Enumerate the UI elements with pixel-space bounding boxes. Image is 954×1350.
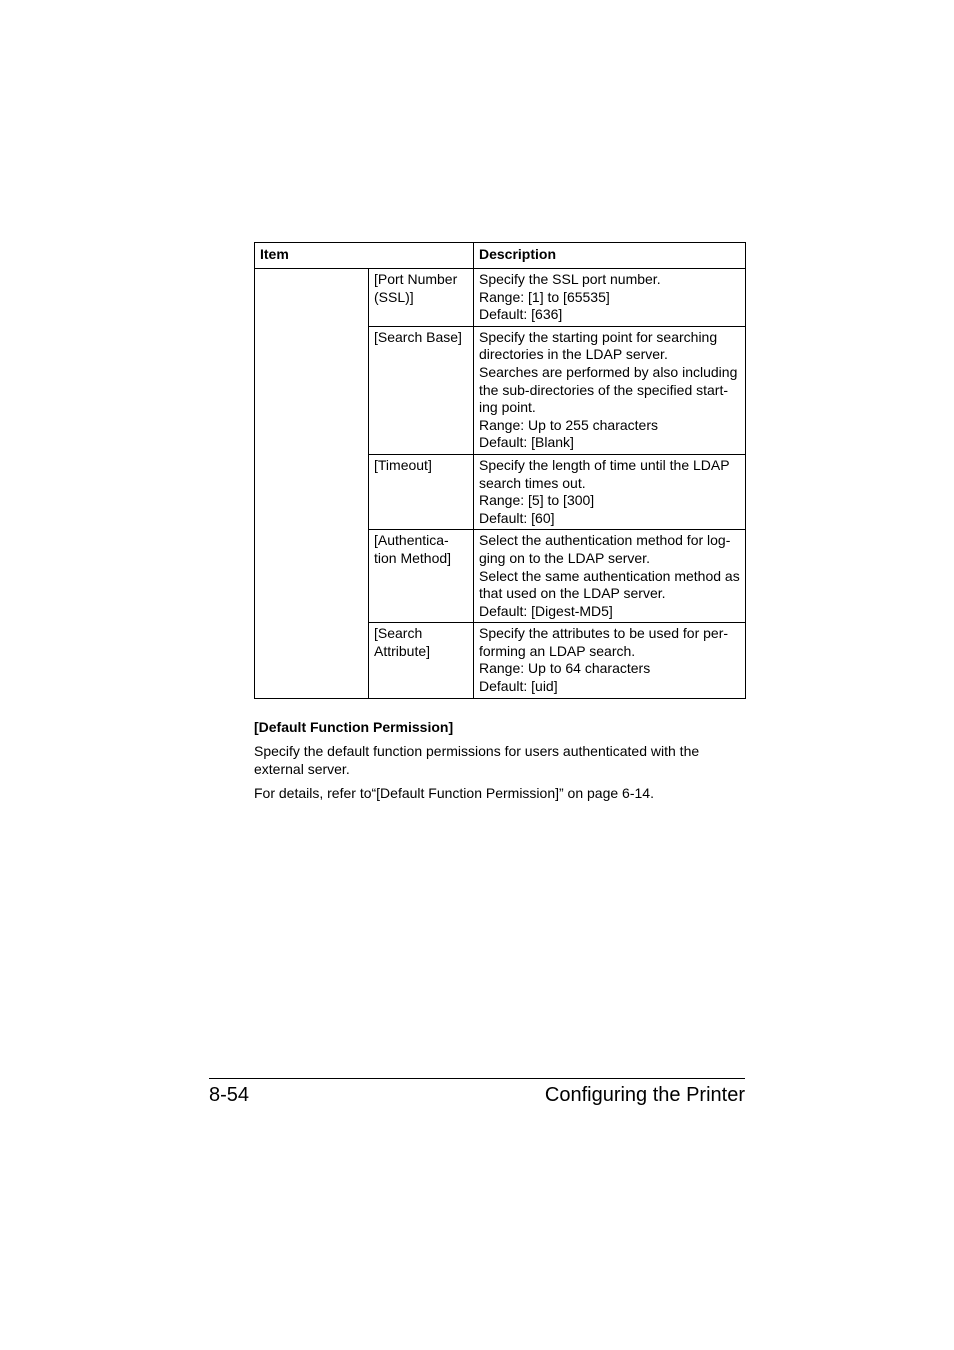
settings-table <box>254 242 746 699</box>
group-cell <box>255 269 369 699</box>
item-cell: [Search Base] <box>369 326 474 454</box>
chapter-title: Configuring the Printer <box>544 1084 745 1106</box>
header-description: Description <box>474 243 746 269</box>
description-cell: Specify the length of time until the LDAP search times out. Range: [5] to [300] Default: [60] <box>474 454 746 529</box>
default-function-permission-section <box>254 718 746 808</box>
table-header-row <box>255 243 746 269</box>
table-row <box>255 269 746 327</box>
description-cell: Select the authentication method for log-ging on to the LDAP server. Select the same authentication method as that used on the LDAP server. Default: [Digest-MD5] <box>474 530 746 623</box>
description-cell: Specify the SSL port number. Range: [1] to [65535] Default: [636] <box>474 269 746 327</box>
item-cell: [Search Attribute] <box>369 623 474 698</box>
page-footer <box>209 1078 745 1111</box>
section-heading: [Default Function Permission] <box>254 719 454 735</box>
cross-reference-paragraph: For details, refer to“[Default Function Permission]” on page 6-14. <box>254 785 654 801</box>
item-cell: [Port Number (SSL)] <box>369 269 474 327</box>
item-cell: [Authentica- tion Method] <box>369 530 474 623</box>
section-paragraph: Specify the default function permissions for users authenticated with the external server. <box>254 743 700 777</box>
description-cell: Specify the starting point for searching directories in the LDAP server. Searches are performed by also including the sub-directories of the specified start-ing point. Range: Up to 255 characters Default: [Blank] <box>474 326 746 454</box>
item-cell: [Timeout] <box>369 454 474 529</box>
page-number: 8-54 <box>209 1084 250 1106</box>
description-cell: Specify the attributes to be used for per-forming an LDAP search. Range: Up to 64 characters Default: [uid] <box>474 623 746 698</box>
header-item: Item <box>255 243 474 269</box>
